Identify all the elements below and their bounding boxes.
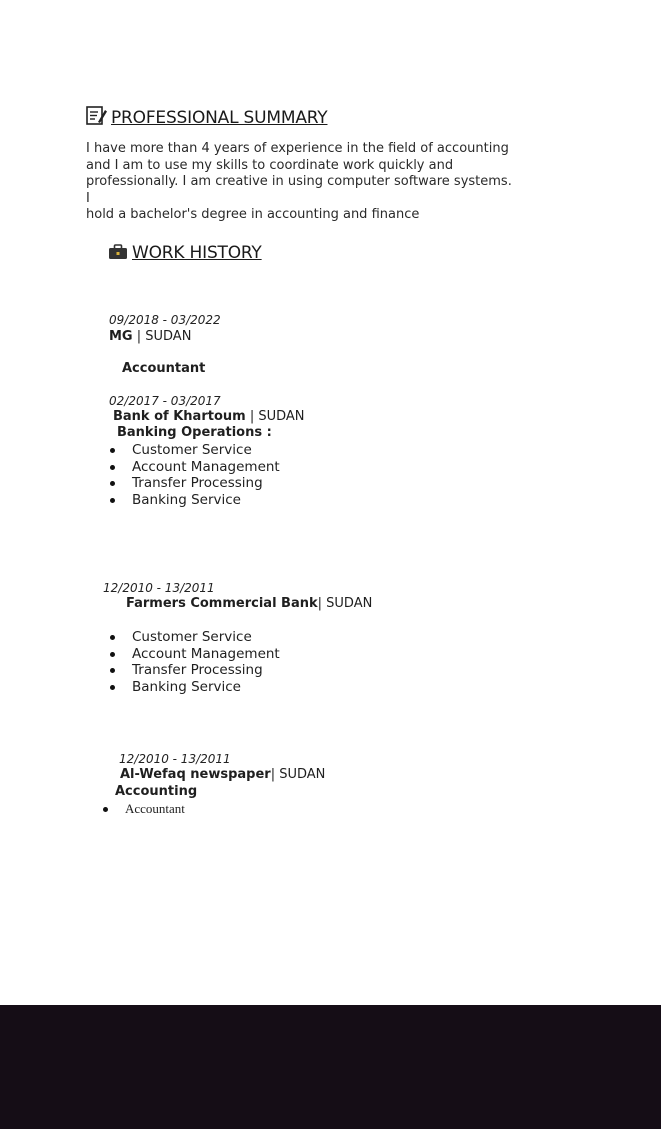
list-item: Account Management xyxy=(109,459,280,476)
job-company-line xyxy=(113,409,305,424)
list-item: Banking Service xyxy=(109,492,280,509)
summary-line: and I am to use my skills to coordinate work quickly and xyxy=(86,157,454,173)
job-location: | SUDAN xyxy=(245,409,305,424)
bullet-icon xyxy=(110,465,115,470)
list-item: Customer Service xyxy=(109,442,280,459)
bullet-icon xyxy=(110,652,115,657)
summary-paragraph xyxy=(86,141,516,224)
job-company: Al-Wefaq newspaper xyxy=(120,767,271,782)
bullet-icon xyxy=(110,448,115,453)
bullet-icon xyxy=(110,481,115,486)
job-company-line xyxy=(120,767,325,782)
job-role: Accounting xyxy=(115,784,198,799)
professional-summary-heading xyxy=(86,106,327,129)
list-item: Accountant xyxy=(102,801,185,818)
summary-line: hold a bachelor's degree in accounting and finance xyxy=(86,207,420,222)
job-company-line xyxy=(109,329,191,344)
job-dates: 12/2010 - 13/2011 xyxy=(103,581,215,595)
document-pen-icon xyxy=(86,106,107,129)
bullet-icon xyxy=(103,807,108,812)
professional-summary-title: PROFESSIONAL SUMMARY xyxy=(111,108,328,128)
list-item: Account Management xyxy=(109,646,280,663)
job-location: | SUDAN xyxy=(317,596,373,611)
work-history-heading xyxy=(108,243,262,264)
bullet-icon xyxy=(110,685,115,690)
job-company: Bank of Khartoum xyxy=(113,409,246,424)
list-item: Customer Service xyxy=(109,629,280,646)
work-history-title: WORK HISTORY xyxy=(132,243,262,263)
summary-line: I have more than 4 years of experience in the field of accounting xyxy=(86,141,509,156)
job-role: Banking Operations : xyxy=(117,425,272,440)
bullet-icon xyxy=(110,635,115,640)
bullet-icon xyxy=(110,498,115,503)
list-item: Banking Service xyxy=(109,679,280,696)
job-location: | SUDAN xyxy=(270,767,326,782)
bullet-icon xyxy=(110,668,115,673)
job-duties-list xyxy=(109,442,280,508)
job-location: | SUDAN xyxy=(132,329,192,344)
list-item: Transfer Processing xyxy=(109,475,280,492)
job-company-line xyxy=(126,596,372,611)
job-dates: 02/2017 - 03/2017 xyxy=(109,394,221,408)
footer-band xyxy=(0,1005,661,1129)
job-duties-list xyxy=(102,801,185,818)
job-duties-list xyxy=(109,629,280,695)
job-company: MG xyxy=(109,329,133,344)
summary-line: professionally. I am creative in using computer software systems. I xyxy=(86,174,512,206)
briefcase-icon xyxy=(108,244,128,264)
list-item: Transfer Processing xyxy=(109,662,280,679)
job-dates: 09/2018 - 03/2022 xyxy=(109,313,221,327)
job-dates: 12/2010 - 13/2011 xyxy=(119,752,231,766)
job-role: Accountant xyxy=(122,361,206,376)
job-company: Farmers Commercial Bank xyxy=(126,596,318,611)
